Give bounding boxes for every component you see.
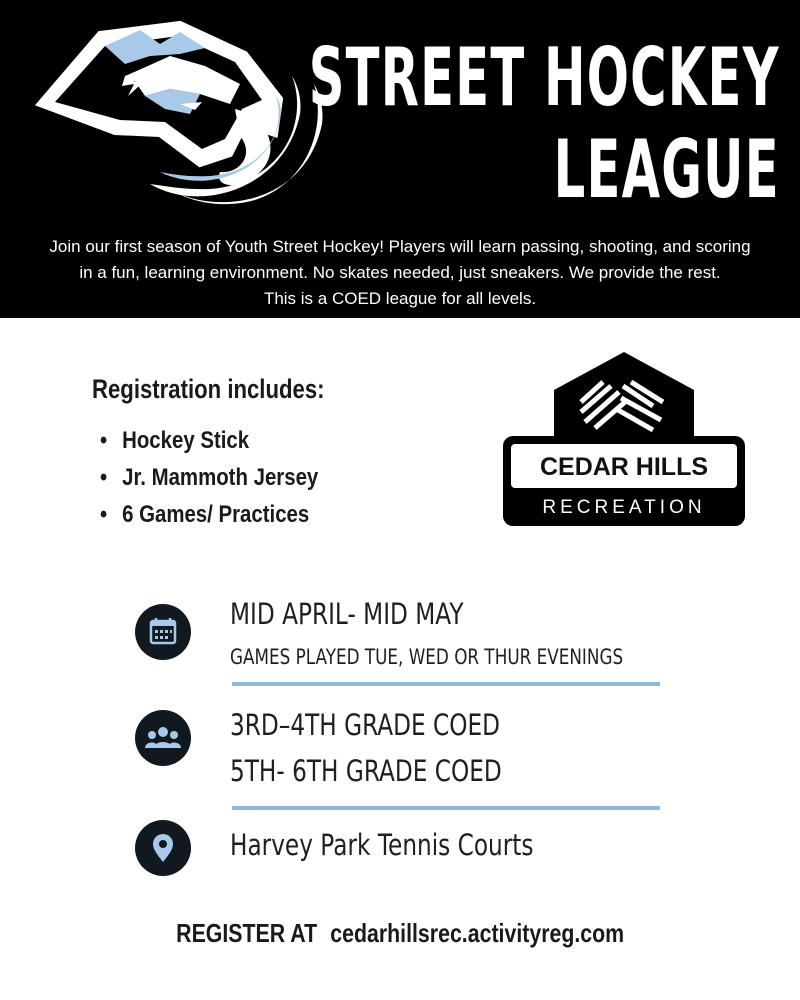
registration-item-label: 6 Games/ Practices xyxy=(122,501,310,528)
intro-line-1: Join our first season of Youth Street Hockey! Players will learn passing, shooting, and scoring xyxy=(49,237,751,256)
header-banner xyxy=(0,0,800,318)
group-line-2: 5TH- 6TH GRADE COED xyxy=(230,754,502,788)
schedule-dates: MID APRIL- MID MAY xyxy=(230,597,464,631)
registration-heading: Registration includes: xyxy=(92,374,325,404)
intro-paragraph xyxy=(0,234,800,312)
partner-logo-line2: RECREATION xyxy=(542,497,706,518)
divider xyxy=(232,806,660,810)
register-url[interactable]: cedarhillsrec.activityreg.com xyxy=(330,918,624,948)
registration-item-label: Jr. Mammoth Jersey xyxy=(122,464,319,491)
registration-item xyxy=(100,422,318,459)
registration-item-label: Hockey Stick xyxy=(122,427,250,454)
divider xyxy=(232,682,660,686)
registration-item xyxy=(100,459,318,496)
bullet-icon: • xyxy=(100,464,108,491)
cedar-hills-logo xyxy=(503,350,745,526)
bullet-icon: • xyxy=(100,501,108,528)
registration-item xyxy=(100,496,318,533)
schedule-games: GAMES PLAYED TUE, WED OR THUR EVENINGS xyxy=(230,645,624,669)
title-line-2: LEAGUE xyxy=(553,123,780,216)
register-line xyxy=(0,918,800,949)
registration-list xyxy=(100,422,357,533)
calendar-icon xyxy=(135,604,191,660)
location-place: Harvey Park Tennis Courts xyxy=(230,828,534,862)
people-group-icon xyxy=(135,710,191,766)
register-label: REGISTER AT xyxy=(176,918,317,948)
location-pin-icon xyxy=(135,820,191,876)
intro-line-2: in a fun, learning environment. No skates needed, just sneakers. We provide the rest. xyxy=(79,263,721,282)
group-line-1: 3RD–4TH GRADE COED xyxy=(230,708,501,742)
title-line-1: STREET HOCKEY xyxy=(308,31,780,124)
mammoth-logo-icon xyxy=(30,14,330,209)
intro-line-3: This is a COED league for all levels. xyxy=(263,289,537,308)
partner-logo-line1: CEDAR HILLS xyxy=(539,453,709,481)
bullet-icon: • xyxy=(100,427,108,454)
